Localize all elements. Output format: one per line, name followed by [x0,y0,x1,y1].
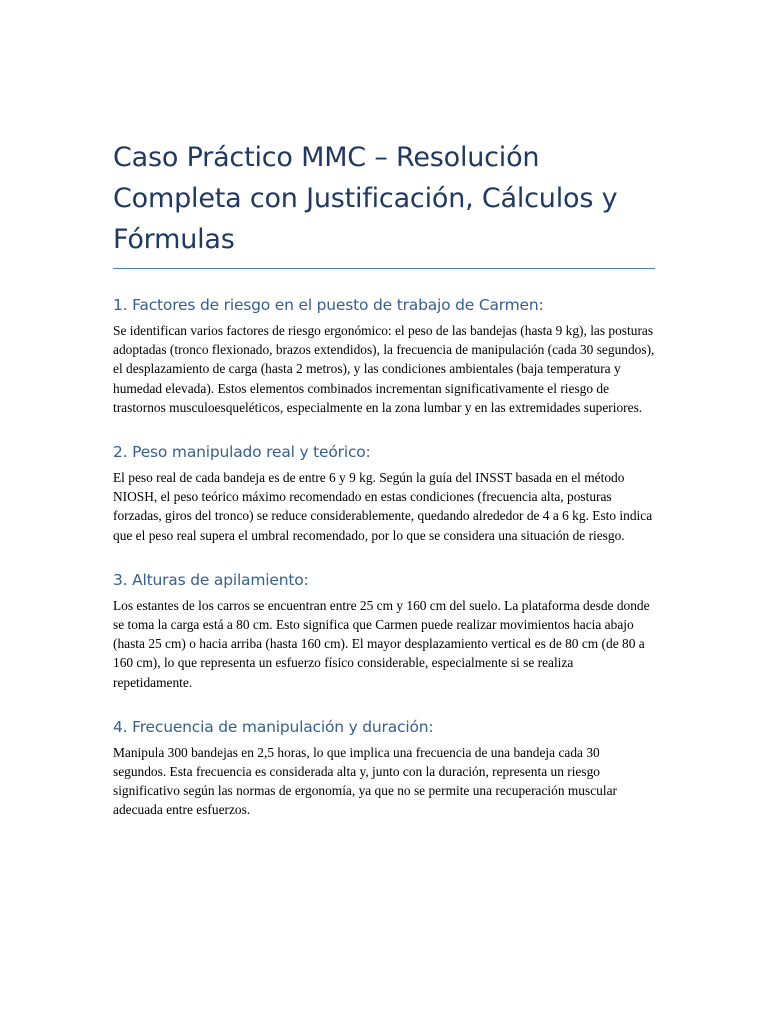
section-heading: 2. Peso manipulado real y teórico: [113,443,371,462]
section-risk-factors [113,295,655,417]
section-weight [113,442,655,545]
document-page [113,137,655,820]
section-paragraph: Los estantes de los carros se encuentran entre 25 cm y 160 cm del suelo. La plataforma desde donde se toma la carga está a 80 cm. Esto significa que Carmen puede realizar movimientos hacia abajo (hasta 25 cm) o hacia arriba (hasta 160 cm). El mayor desplazamiento vertical es de 80 cm (de 80 a 160 cm), lo que representa un esfuerzo físico considerable, especialmente si se realiza repetidamente. [113,597,650,690]
section-heading: 4. Frecuencia de manipulación y duración: [113,717,434,736]
section-stacking-heights [113,570,655,692]
section-frequency [113,717,655,820]
section-paragraph: Se identifican varios factores de riesgo ergonómico: el peso de las bandejas (hasta 9 kg), las posturas adoptadas (tronco flexionado, brazos extendidos), la frecuencia de manipulación (cada 30 segundos), el desplazamiento de carga (hasta 2 metros), y las condiciones ambientales (baja temperatura y humedad elevada). Estos elementos combinados incrementan significativamente el riesgo de trastornos musculoesqueléticos, especialmente en la zona lumbar y en las extremidades superiores. [113,323,655,415]
section-heading: 3. Alturas de apilamiento: [113,570,309,589]
section-heading: 1. Factores de riesgo en el puesto de trabajo de Carmen: [113,296,544,314]
document-title: Caso Práctico MMC – Resolución Completa con Justificación, Cálculos y Fórmulas [113,137,655,269]
section-paragraph: El peso real de cada bandeja es de entre 6 y 9 kg. Según la guía del INSST basada en el método NIOSH, el peso teórico máximo recomendado en estas condiciones (frecuencia alta, posturas forzadas, giros del tronco) se reduce considerablemente, quedando alrededor de 4 a 6 kg. Esto indica que el peso real supera el umbral recomendado, por lo que se considera una situación de riesgo. [113,470,653,543]
section-paragraph: Manipula 300 bandejas en 2,5 horas, lo que implica una frecuencia de una bandeja cada 30 segundos. Esta frecuencia es considerada alta y, junto con la duración, representa un riesgo significativo según las normas de ergonomía, ya que no se permite una recuperación muscular adecuada entre esfuerzos. [113,744,617,818]
